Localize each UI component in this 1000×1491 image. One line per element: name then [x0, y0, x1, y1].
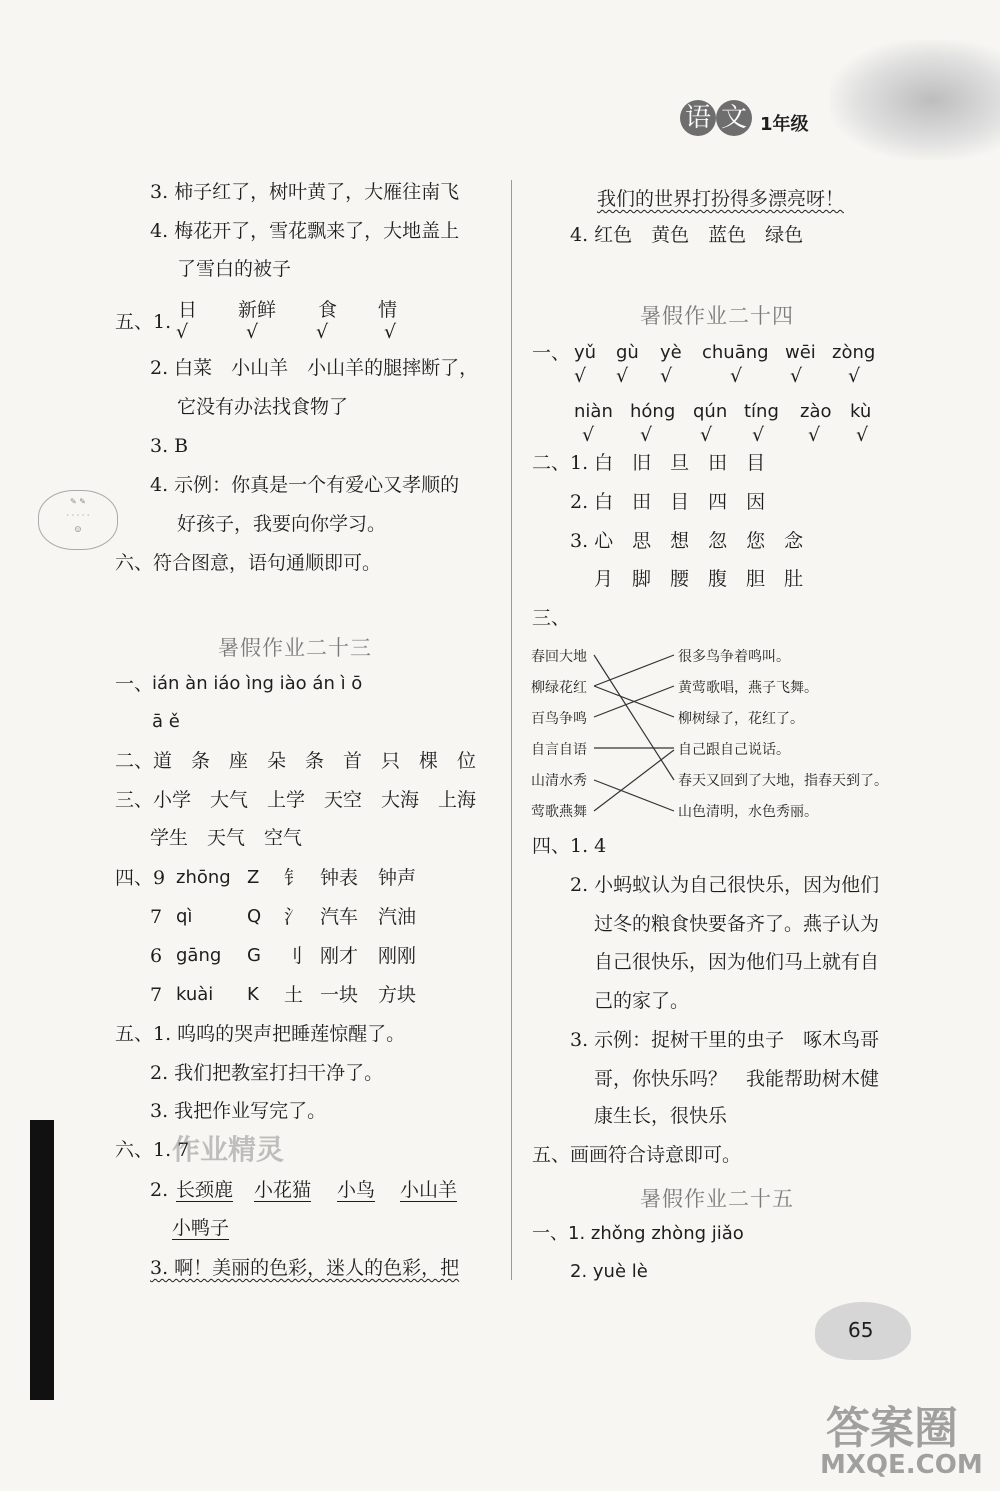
jingling-watermark: 作业精灵	[172, 1133, 285, 1166]
answer-line: 它没有办法找食物了	[177, 396, 349, 418]
pinyin: kù	[850, 401, 872, 422]
cell: 汽车	[320, 906, 359, 928]
answer-line: 己的家了。	[594, 990, 690, 1012]
underlined-word: 小山羊	[400, 1179, 458, 1201]
match-left: 自言自语	[531, 742, 587, 758]
check-mark-icon: √	[856, 424, 869, 446]
answer-line: 3. 啊！美丽的色彩，迷人的色彩，把	[150, 1257, 460, 1279]
answer-line: 3. B	[150, 435, 189, 457]
cell: 刚才	[320, 945, 359, 967]
answer-line: 月 脚 腰 腹 胆 肚	[594, 568, 804, 590]
answer-line: 过冬的粮食快要备齐了。燕子认为	[594, 913, 880, 935]
answer-line: 五、画画符合诗意即可。	[532, 1144, 742, 1166]
answer-line: 四、1. 4	[532, 835, 607, 857]
cell: qì	[176, 906, 193, 927]
answer-line: 2. 我们把教室打扫干净了。	[150, 1062, 384, 1084]
answer-line: 2. 小蚂蚁认为自己很快乐，因为他们	[570, 874, 880, 896]
answer-line: 哥，你快乐吗？ 我能帮助树木健	[594, 1068, 880, 1090]
match-right: 山色清明，水色秀丽。	[678, 804, 818, 820]
match-left: 柳绿花红	[531, 680, 587, 696]
cell: 6	[150, 945, 163, 967]
cell: 刂	[284, 945, 304, 967]
pinyin: zào	[800, 401, 832, 422]
answer-line: 六、符合图意，语句通顺即可。	[115, 552, 382, 574]
answer-line: 学生 天气 空气	[150, 827, 303, 849]
check-mark-icon: √	[574, 365, 587, 387]
answer-line: 二、道 条 座 朵 条 首 只 棵 位	[115, 750, 477, 772]
pinyin: hóng	[630, 401, 676, 422]
check-mark-icon: √	[582, 424, 595, 446]
pinyin: wēi	[785, 342, 816, 363]
answer-line: 2. yuè lè	[570, 1261, 648, 1282]
cell: 氵	[284, 906, 304, 928]
match-right: 很多鸟争着鸣叫。	[678, 649, 790, 665]
check-mark-icon: √	[316, 321, 329, 343]
cell: K	[247, 984, 259, 1005]
underlined-word: 长颈鹿	[176, 1179, 234, 1201]
cell: gāng	[176, 945, 222, 966]
pinyin-answers: ā ě	[152, 711, 180, 732]
answer-line: 五、1. 呜呜的哭声把睡莲惊醒了。	[115, 1023, 406, 1045]
cell: 钅	[284, 867, 304, 889]
check-mark-icon: √	[616, 365, 629, 387]
cell: 方块	[378, 984, 417, 1006]
cell: 钟声	[378, 867, 417, 889]
pinyin-answers: ián àn iáo ìng iào án ì ō	[152, 673, 363, 694]
pinyin: qún	[693, 401, 728, 422]
answer-line: 4. 示例：你真是一个有爱心又孝顺的	[150, 474, 460, 496]
cell: 钟表	[320, 867, 359, 889]
section-label: 一、	[532, 342, 571, 364]
pinyin: tíng	[744, 401, 779, 422]
cell: Z	[247, 867, 260, 888]
word: 食	[318, 299, 338, 321]
answer-line: 2. 白菜 小山羊 小山羊的腿摔断了，	[150, 357, 479, 379]
cell: 汽油	[378, 906, 417, 928]
match-right: 自己跟自己说话。	[678, 742, 790, 758]
underlined-word: 小鸟	[337, 1179, 376, 1201]
check-mark-icon: √	[660, 365, 673, 387]
answer-line: 我们的世界打扮得多漂亮呀！	[597, 188, 845, 210]
cell: 7	[150, 906, 163, 928]
pinyin: zòng	[832, 342, 876, 363]
answer-line: 三、小学 大气 上学 天空 大海 上海	[115, 789, 477, 811]
section-label: 2.	[150, 1179, 169, 1201]
grade-label: 1年级	[760, 114, 809, 135]
check-mark-icon: √	[384, 321, 397, 343]
underlined-word: 小花猫	[254, 1179, 312, 1201]
section-label: 五、1.	[115, 311, 172, 333]
pinyin: yè	[660, 342, 682, 363]
pinyin: gù	[616, 342, 639, 363]
cell: 一块	[320, 984, 359, 1006]
section-title: 暑假作业二十五	[640, 1187, 794, 1211]
check-mark-icon: √	[730, 365, 743, 387]
subject-badge-wen: 文	[716, 100, 752, 136]
answer-line: 3. 我把作业写完了。	[150, 1100, 327, 1122]
match-left: 春回大地	[531, 649, 587, 665]
answer-line: 康生长，很快乐	[594, 1105, 728, 1127]
pinyin: chuāng	[702, 342, 769, 363]
check-mark-icon: √	[176, 321, 189, 343]
match-left: 百鸟争鸣	[531, 711, 587, 727]
check-mark-icon: √	[246, 321, 259, 343]
answer-line: 自己很快乐，因为他们马上就有自	[594, 951, 880, 973]
answer-line: 2. 白 田 目 四 因	[570, 491, 766, 513]
underlined-word: 小鸭子	[172, 1217, 230, 1239]
match-left: 莺歌燕舞	[531, 804, 587, 820]
subject-badge-yu: 语	[680, 100, 716, 136]
word: 新鲜	[238, 299, 277, 321]
match-right: 黄莺歌唱，燕子飞舞。	[678, 680, 818, 696]
cell: 刚刚	[378, 945, 417, 967]
section-title: 暑假作业二十三	[218, 636, 372, 660]
check-mark-icon: √	[700, 424, 713, 446]
answer-line: 了雪白的被子	[177, 258, 292, 280]
answer-line: 3. 示例：捉树干里的虫子 啄木鸟哥	[570, 1029, 880, 1051]
word: 情	[378, 299, 398, 321]
word: 日	[178, 299, 198, 321]
check-mark-icon: √	[848, 365, 861, 387]
match-right: 柳树绿了，花红了。	[678, 711, 804, 727]
pinyin: yǔ	[574, 342, 597, 363]
cell: zhōng	[176, 867, 231, 888]
page-number: 65	[848, 1318, 874, 1342]
answer-line: 一、1. zhǒng zhòng jiǎo	[532, 1223, 744, 1244]
section-label: 三、	[532, 607, 571, 629]
match-left: 山清水秀	[531, 773, 587, 789]
cell: 7	[150, 984, 163, 1006]
cell: kuài	[176, 984, 214, 1005]
pinyin: niàn	[574, 401, 613, 422]
section-label: 一、	[115, 673, 154, 695]
cell: G	[247, 945, 261, 966]
answer-line: 4. 红色 黄色 蓝色 绿色	[570, 224, 804, 246]
check-mark-icon: √	[752, 424, 765, 446]
answer-line: 3. 柿子红了，树叶黄了，大雁往南飞	[150, 181, 460, 203]
cell: 土	[284, 984, 304, 1006]
check-mark-icon: √	[640, 424, 653, 446]
study-stamp-icon: ✎ ✎ · · · · · ☺	[38, 490, 118, 550]
site-watermark-logo: 答案圈	[826, 1403, 958, 1454]
answer-line: 3. 心 思 想 忽 您 念	[570, 530, 804, 552]
answer-line: 好孩子，我要向你学习。	[177, 513, 387, 535]
check-mark-icon: √	[790, 365, 803, 387]
section-title: 暑假作业二十四	[640, 304, 794, 328]
check-mark-icon: √	[808, 424, 821, 446]
site-watermark-url: MXQE.COM	[820, 1450, 983, 1480]
cell: Q	[247, 906, 262, 927]
answer-line: 二、1. 白 旧 旦 田 目	[532, 452, 766, 474]
answer-line: 六、1. 7	[115, 1139, 190, 1161]
answer-line: 4. 梅花开了，雪花飘来了，大地盖上	[150, 220, 460, 242]
match-right: 春天又回到了大地，指春天到了。	[678, 773, 888, 789]
cell: 四、9	[115, 867, 166, 889]
